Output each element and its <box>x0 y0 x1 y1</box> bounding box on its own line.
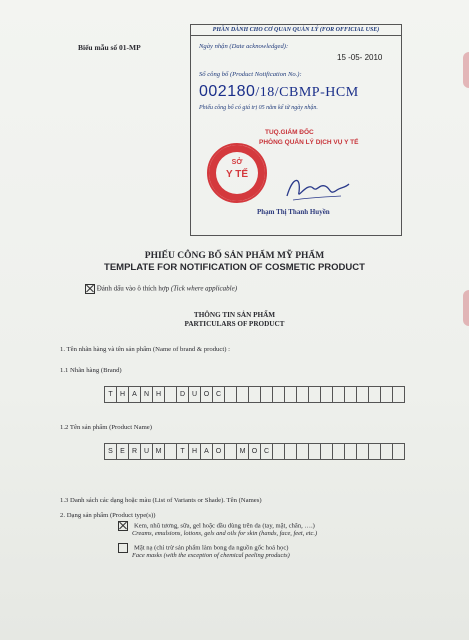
notification-number-label: Số công bố (Product Notification No.): <box>199 71 302 78</box>
letter-cell: T <box>176 443 189 460</box>
letter-cell: M <box>152 443 165 460</box>
letter-cell: O <box>248 443 261 460</box>
red-seal-icon <box>207 143 267 203</box>
letter-cell: O <box>200 386 213 403</box>
letter-cell: S <box>104 443 117 460</box>
tick-instruction <box>85 284 237 294</box>
letter-cell: U <box>140 443 153 460</box>
title-vietnamese: PHIẾU CÔNG BỐ SẢN PHẨM MỸ PHẨM <box>144 251 325 261</box>
letter-cell: T <box>104 386 117 403</box>
item-2-label: 2. Dạng sản phẩm (Product type(s)) <box>60 512 156 519</box>
letter-cell: N <box>140 386 153 403</box>
checked-box-icon <box>118 521 128 531</box>
product-name-letter-grid <box>105 443 405 460</box>
title-english: TEMPLATE FOR NOTIFICATION OF COSMETIC PRODUCT <box>104 262 365 273</box>
option-1-vn: Kem, nhũ tương, sữa, gel hoặc dầu dùng trên da (tay, mặt, chân, ….) <box>134 522 315 530</box>
letter-cell: E <box>116 443 129 460</box>
seal-line-1: SỞ <box>231 159 243 166</box>
letter-cell: O <box>212 443 225 460</box>
option-1-en: Creams, emulsions, lotions, gels and oils for skin (hands, face, feet, etc.) <box>132 530 318 537</box>
item-1-2-label: 1.2 Tên sản phẩm (Product Name) <box>60 424 152 431</box>
adjacent-page-seal-edge <box>463 290 469 326</box>
signature-icon <box>283 170 353 206</box>
brand-letter-grid <box>105 386 405 403</box>
letter-cell: C <box>260 443 273 460</box>
letter-cell: R <box>128 443 141 460</box>
tick-note-vn: Đánh dấu vào ô thích hợp <box>96 284 170 293</box>
letter-cell: A <box>200 443 213 460</box>
signer-title-1: TUQ.GIÁM ĐỐC <box>265 129 314 136</box>
notification-number-digits: 002180 <box>199 83 256 100</box>
item-1-3-label: 1.3 Danh sách các dạng hoặc màu (List of Variants or Shade). Tên (Names) <box>60 497 262 504</box>
notification-number-suffix: /18/CBMP-HCM <box>255 85 359 100</box>
validity-note: Phiếu công bố có giá trị 05 năm kể từ ngày nhận. <box>199 105 318 111</box>
notification-number <box>199 83 359 101</box>
letter-cell: M <box>236 443 249 460</box>
received-date-label: Ngày nhận (Date acknowledged): <box>199 43 289 50</box>
signer-title-2: PHÒNG QUẢN LÝ DỊCH VỤ Y TẾ <box>259 139 359 146</box>
tick-note-en: (Tick where applicable) <box>170 284 238 293</box>
item-1-1-label: 1.1 Nhãn hàng (Brand) <box>60 367 122 374</box>
option-2-en: Face masks (with the exception of chemical peeling products) <box>132 552 290 559</box>
received-date: 15 -05- 2010 <box>337 53 383 62</box>
letter-cell: H <box>152 386 165 403</box>
letter-cell: U <box>188 386 201 403</box>
letter-cell: A <box>128 386 141 403</box>
letter-cell <box>392 386 405 403</box>
letter-cell: C <box>212 386 225 403</box>
section-title-en: PARTICULARS OF PRODUCT <box>184 320 285 328</box>
letter-cell: H <box>188 443 201 460</box>
option-2-vn: Mặt nạ (chỉ trừ sản phẩm làm bong da nguồn gốc hoá học) <box>134 544 289 552</box>
signer-name: Phạm Thị Thanh Huyền <box>257 208 330 216</box>
unchecked-box-icon <box>118 543 128 553</box>
form-number: Biểu mẫu số 01-MP <box>78 43 141 52</box>
checked-box-icon <box>85 284 95 294</box>
stamp-header: PHẦN DÀNH CHO CƠ QUAN QUẢN LÝ (FOR OFFICIAL USE) <box>191 25 401 36</box>
letter-cell: D <box>176 386 189 403</box>
official-use-stamp-box <box>190 24 402 236</box>
seal-line-2: Y TẾ <box>225 169 249 180</box>
letter-cell <box>392 443 405 460</box>
item-1-label: 1. Tên nhãn hàng và tên sản phẩm (Name of brand & product) : <box>60 346 230 353</box>
section-title-vn: THÔNG TIN SẢN PHẨM <box>193 311 276 319</box>
letter-cell: H <box>116 386 129 403</box>
adjacent-page-seal-edge <box>463 52 469 88</box>
